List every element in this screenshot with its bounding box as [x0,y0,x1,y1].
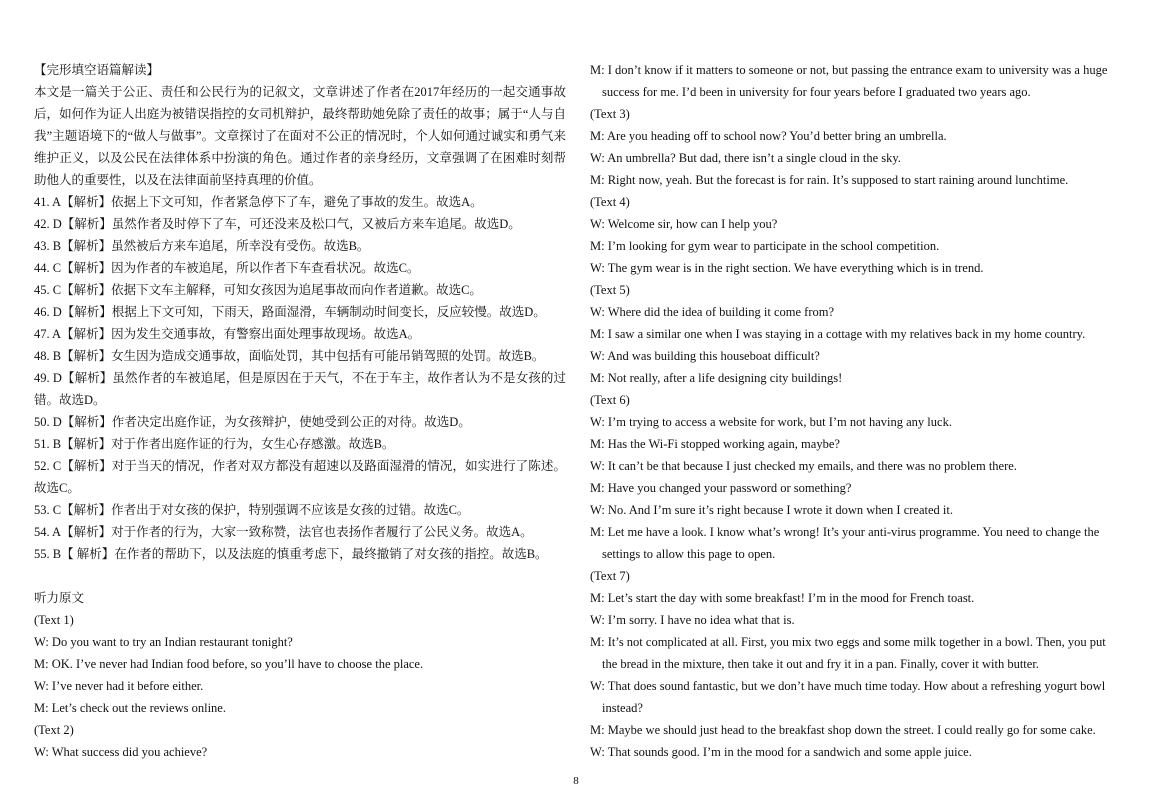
dialogue-line: M: Let’s start the day with some breakfast! I’m in the mood for French toast. [590,591,975,605]
answer-item: 46. D【解析】根据上下文可知，下雨天，路面湿滑，车辆制动时间变长，反应较慢。故选D。 [34,305,546,319]
answer-item: 41. A【解析】依据上下文可知，作者紧急停下了车，避免了事故的发生。故选A。 [34,195,483,209]
dialogue-line: M: Right now, yeah. But the forecast is for rain. It’s supposed to start raining around lunchtime. [590,173,1069,187]
answer-item: 43. B【解析】虽然被后方来车追尾，所幸没有受伤。故选B。 [34,239,370,253]
text-label: (Text 4) [590,195,630,209]
dialogue-line: W: Where did the idea of building it come from? [590,305,835,319]
answer-list [34,191,566,565]
dialogue-line: M: Let me have a look. I know what’s wrong! It’s your anti-virus programme. You need to change the settings to allow this page to open. [590,525,1100,561]
dialogue-line: M: Are you heading off to school now? You’d better bring an umbrella. [590,129,947,143]
answer-item: 42. D【解析】虽然作者及时停下了车，可还没来及松口气，又被后方来车追尾。故选D。 [34,217,521,231]
dialogue-line: W: It can’t be that because I just checked my emails, and there was no problem there. [590,459,1017,473]
text-label: (Text 6) [590,393,630,407]
dialogue-line: M: Let’s check out the reviews online. [34,701,226,715]
text-label: (Text 7) [590,569,630,583]
answer-item: 48. B【解析】女生因为造成交通事故，面临处罚，其中包括有可能吊销驾照的处罚。故选B。 [34,349,545,363]
dialogue-line: M: Have you changed your password or something? [590,481,852,495]
text-label: (Text 5) [590,283,630,297]
dialogue-line: M: I don’t know if it matters to someone or not, but passing the entrance exam to university was a huge success for me. I’d been in university for four years before I graduated two years ago. [590,63,1108,99]
answer-item: 47. A【解析】因为发生交通事故，有警察出面处理事故现场。故选A。 [34,327,421,341]
page-number: 8 [573,775,579,787]
answer-item: 52. C【解析】对于当天的情况，作者对双方都没有超速以及路面湿滑的情况，如实进行了陈述。故选C。 [34,459,566,495]
dialogue-line: W: That sounds good. I’m in the mood for a sandwich and some apple juice. [590,745,972,759]
dialogue-line: W: What success did you achieve? [34,745,208,759]
dialogue-line: W: And was building this houseboat difficult? [590,349,820,363]
text-label: (Text 2) [34,723,74,737]
dialogue-line: W: No. And I’m sure it’s right because I wrote it down when I created it. [590,503,953,517]
answer-item: 54. A【解析】对于作者的行为，大家一致称赞，法官也表扬作者履行了公民义务。故选A。 [34,525,533,539]
listening-heading: 听力原文 [34,591,85,605]
answer-item: 51. B【解析】对于作者出庭作证的行为，女生心存感激。故选B。 [34,437,395,451]
dialogue-line: W: I’ve never had it before either. [34,679,204,693]
answer-item: 44. C【解析】因为作者的车被追尾，所以作者下车查看状况。故选C。 [34,261,420,275]
text-label: (Text 1) [34,613,74,627]
dialogue-line: M: Has the Wi-Fi stopped working again, maybe? [590,437,840,451]
dialogue-line: W: Do you want to try an Indian restaurant tonight? [34,635,293,649]
cloze-intro: 本文是一篇关于公正、责任和公民行为的记叙文，文章讲述了作者在2017年经历的一起交通事故后，如何作为证人出庭为被错误指控的女司机辩护，最终帮助她免除了责任的故事；属于“人与自我”主题语境下的“做人与做事”。文章探讨了在面对不公正的情况时，个人如何通过诚实和勇气来维护正义，以及公民在法律体系中扮演的角色。通过作者的亲身经历，文章强调了在困难时刻帮助他人的重要性，以及在法律面前坚持真理的价值。 [34,85,566,187]
dialogue-line: M: I saw a similar one when I was staying in a cottage with my relatives back in my home country. [590,327,1086,341]
answer-item: 49. D【解析】虽然作者的车被追尾，但是原因在于天气，不在于车主，故作者认为不是女孩的过错。故选D。 [34,371,566,407]
dialogue-line: M: Not really, after a life designing city buildings! [590,371,843,385]
dialogue-line: W: I’m sorry. I have no idea what that is. [590,613,795,627]
answer-item: 55. B【 解析】在作者的帮助下，以及法庭的慎重考虑下，最终撤销了对女孩的指控。故选B。 [34,547,548,561]
dialogue-line: W: Welcome sir, how can I help you? [590,217,778,231]
dialogue-line: W: An umbrella? But dad, there isn’t a single cloud in the sky. [590,151,901,165]
dialogue-line: M: Maybe we should just head to the breakfast shop down the street. I could really go for some cake. [590,723,1096,737]
section-gap [34,565,566,587]
right-column [590,59,1122,763]
answer-item: 53. C【解析】作者出于对女孩的保护，特别强调不应该是女孩的过错。故选C。 [34,503,470,517]
answer-item: 45. C【解析】依据下文车主解释，可知女孩因为追尾事故而向作者道歉。故选C。 [34,283,482,297]
dialogue-line: M: I’m looking for gym wear to participate in the school competition. [590,239,940,253]
dialogue-line: W: That does sound fantastic, but we don’t have much time today. How about a refreshing yogurt bowl instead? [590,679,1106,715]
text-label: (Text 3) [590,107,630,121]
cloze-heading: 【完形填空语篇解读】 [34,63,160,77]
dialogue-line: W: The gym wear is in the right section. We have everything which is in trend. [590,261,984,275]
dialogue-line: M: It’s not complicated at all. First, you mix two eggs and some milk together in a bowl. Then, you put the bread in the mixture, then take it out and fry it in a pan. Finally, cover it with butter. [590,635,1106,671]
answer-item: 50. D【解析】作者决定出庭作证，为女孩辩护，使她受到公正的对待。故选D。 [34,415,471,429]
left-column [34,59,566,763]
dialogue-line: W: I’m trying to access a website for work, but I’m not having any luck. [590,415,952,429]
dialogue-line: M: OK. I’ve never had Indian food before, so you’ll have to choose the place. [34,657,424,671]
